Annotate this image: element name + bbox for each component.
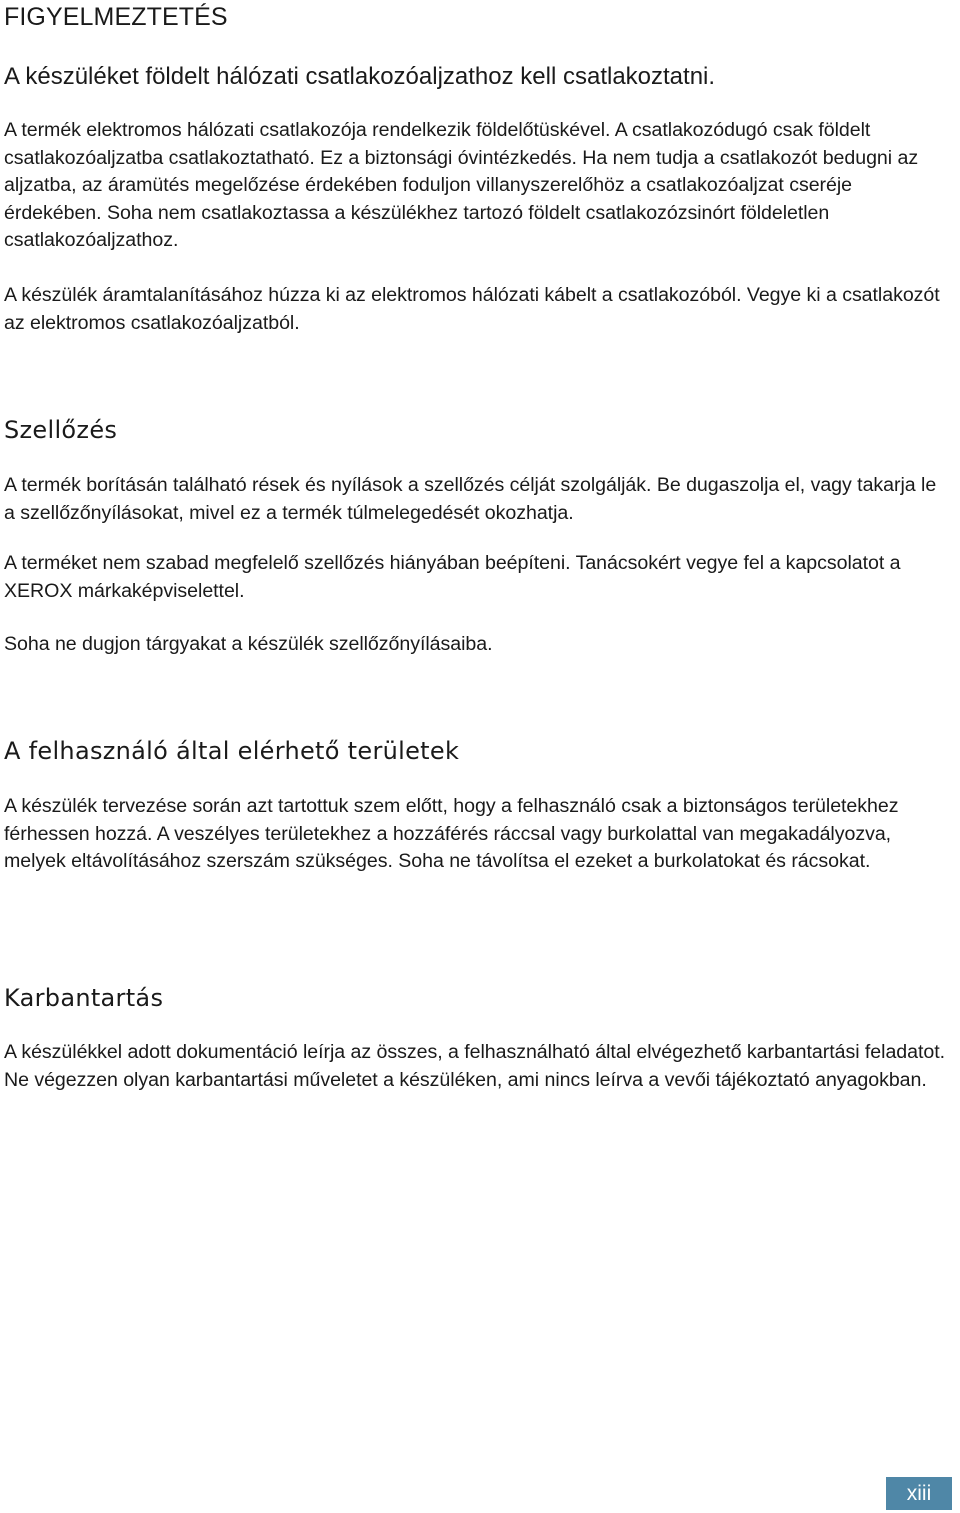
maintenance-heading: Karbantartás [4, 984, 164, 1012]
warning-title: FIGYELMEZTETÉS [4, 3, 228, 31]
warning-subtitle: A készüléket földelt hálózati csatlakozóaljzathoz kell csatlakoztatni. [4, 63, 716, 90]
maintenance-paragraph: A készülékkel adott dokumentáció leírja az összes, a felhasználható által elvégezhető karbantartási feladatot. Ne végezzen olyan karbantartási műveletet a készüléken, ami nincs leírva a vevői tájékoztató anyagokban. [4, 1041, 946, 1091]
user-areas-paragraph: A készülék tervezése során azt tartottuk szem előtt, hogy a felhasználó csak a biztonságos területekhez férhessen hozzá. A veszélyes területekhez a hozzáférés ráccsal vagy burkolattal van megakadályozva, melyek eltávolításához szerszám szükséges. Soha ne távolítsa el ezeket a burkolatokat és rácsokat. [4, 795, 899, 872]
warning-paragraph-grounding: A termék elektromos hálózati csatlakozója rendelkezik földelőtüskével. A csatlakozódugó csak földelt csatlakozóaljzatba csatlakoztatható. Ez a biztonsági óvintézkedés. Ha nem tudja a csatlakozót bedugni az aljzatba, az áramütés megelőzése érdekében foduljon villanyszerelőhöz a csatlakozóaljzat cseréje érdekében. Soha nem csatlakoztassa a készülékhez tartozó földelt csatlakozózsinórt földeletlen csatlakozóaljzathoz. [4, 119, 919, 251]
page-number-badge: xiii [886, 1477, 952, 1510]
user-areas-heading: A felhasználó által elérhető területek [4, 737, 460, 765]
ventilation-heading: Szellőzés [4, 416, 118, 444]
ventilation-paragraph-openings: A termék borításán található rések és nyílások a szellőzés célját szolgálják. Be dugaszolja el, vagy takarja le a szellőzőnyílásokat, mivel ez a termék túlmelegedését okozhatja. [4, 474, 937, 524]
warning-paragraph-disconnect: A készülék áramtalanításához húzza ki az elektromos hálózati kábelt a csatlakozóból. Vegye ki a csatlakozót az elektromos csatlakozóaljzatból. [4, 284, 940, 334]
ventilation-paragraph-installation: A terméket nem szabad megfelelő szellőzés hiányában beépíteni. Tanácsokért vegye fel a kapcsolatot a XEROX márkaképviselettel. [4, 552, 901, 602]
ventilation-paragraph-objects: Soha ne dugjon tárgyakat a készülék szellőzőnyílásaiba. [4, 633, 493, 655]
